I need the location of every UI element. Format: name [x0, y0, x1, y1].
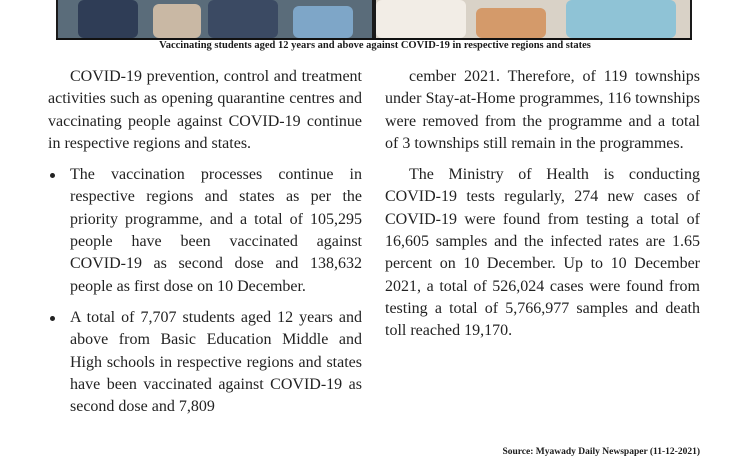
bullet-icon — [50, 173, 55, 178]
bullet-list — [48, 164, 362, 418]
vaccination-photo-left — [58, 0, 372, 38]
photo-strip — [56, 0, 692, 40]
bullet-icon — [50, 316, 55, 321]
left-column — [48, 66, 362, 427]
list-item — [48, 164, 362, 298]
bullet-text: A total of 7,707 students aged 12 years and above from Basic Education Middle and High schools in respective regions and states have been vaccinated against COVID-19 as second dose and 7,809 — [70, 308, 362, 416]
bullet-text: The vaccination processes continue in respective regions and states as per the priority programme, and a total of 105,295 people have been vaccinated against COVID-19 as second dose and 138,632 people as first dose on 10 December. — [70, 166, 362, 295]
testing-paragraph: The Ministry of Health is conducting COVID-19 tests regularly, 274 new cases of COVID-19 were found from testing a total of 16,605 samples and the infected rates are 1.65 percent on 10 December. Up to 10 December 2021, a total of 526,024 cases were found from testing a total of 5,766,977 samples and death toll reached 19,170. — [385, 166, 700, 340]
intro-paragraph: COVID-19 prevention, control and treatment activities such as opening quarantine centres and vaccinating people against COVID-19 continue in respective regions and states. — [48, 68, 362, 152]
photo-caption: Vaccinating students aged 12 years and above against COVID-19 in respective regions and states — [159, 40, 591, 51]
list-item — [48, 307, 362, 418]
continued-paragraph: cember 2021. Therefore, of 119 townships under Stay-at-Home programmes, 116 townships were removed from the programme and a total of 3 townships still remain in the programmes. — [385, 68, 700, 152]
right-column — [385, 66, 700, 343]
vaccination-photo-right — [376, 0, 690, 38]
source-credit: Source: Myawady Daily Newspaper (11-12-2021) — [502, 447, 700, 457]
